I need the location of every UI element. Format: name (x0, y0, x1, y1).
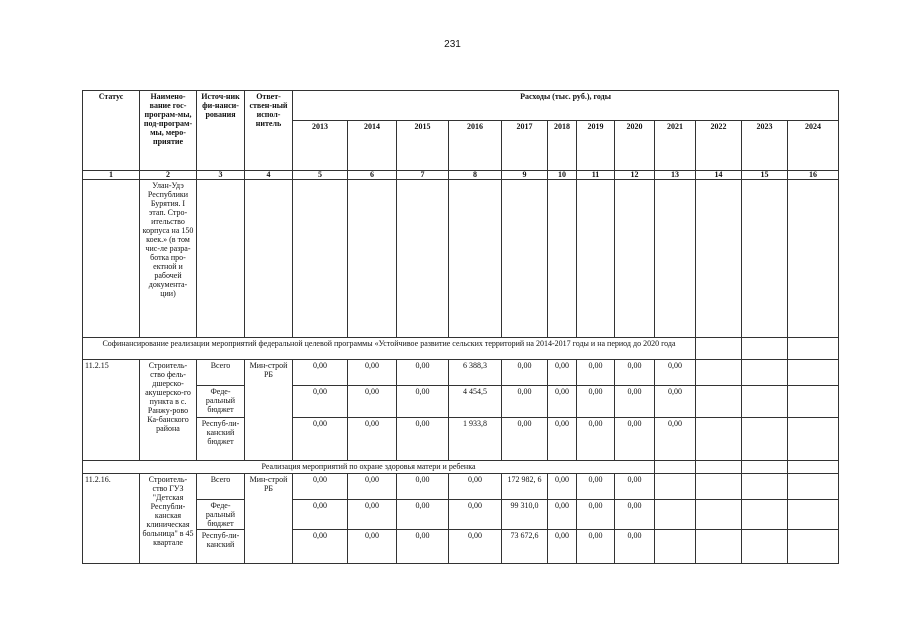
value-cell: 0,00 (548, 360, 577, 386)
header-year: 2019 (577, 121, 615, 171)
value-cell: 0,00 (615, 386, 655, 418)
executor-cell: Мин-строй РБ (245, 474, 293, 564)
column-number: 8 (449, 171, 502, 180)
value-cell: 0,00 (615, 500, 655, 530)
value-cell: 0,00 (655, 386, 696, 418)
value-cell: 0,00 (548, 418, 577, 461)
column-number: 13 (655, 171, 696, 180)
value-cell: 0,00 (348, 360, 397, 386)
value-cell: 0,00 (348, 418, 397, 461)
item-status: 11.2.15 (83, 360, 140, 461)
value-cell: 0,00 (397, 500, 449, 530)
header-year: 2013 (293, 121, 348, 171)
value-cell: 0,00 (449, 530, 502, 564)
value-cell: 0,00 (655, 360, 696, 386)
source-cell: Респуб-ли-канский бюджет (197, 418, 245, 461)
table-row (83, 386, 839, 418)
header-year: 2016 (449, 121, 502, 171)
value-cell: 0,00 (449, 500, 502, 530)
executor-cell: Мин-строй РБ (245, 360, 293, 461)
header-year: 2023 (742, 121, 788, 171)
value-cell: 4 454,5 (449, 386, 502, 418)
column-number: 4 (245, 171, 293, 180)
source-cell: Феде-ральный бюджет (197, 500, 245, 530)
table-row (83, 500, 839, 530)
value-cell: 0,00 (293, 530, 348, 564)
column-number: 14 (696, 171, 742, 180)
source-cell: Феде-ральный бюджет (197, 386, 245, 418)
item-name: Строитель-ство фель-дшерско-акушерско-го пункта в с. Ранжу-рово Ка-банского района (140, 360, 197, 461)
value-cell: 0,00 (348, 500, 397, 530)
value-cell: 0,00 (293, 360, 348, 386)
value-cell: 0,00 (397, 360, 449, 386)
value-cell: 0,00 (548, 500, 577, 530)
value-cell: 0,00 (293, 474, 348, 500)
value-cell: 1 933,8 (449, 418, 502, 461)
source-cell: Всего (197, 474, 245, 500)
header-name: Наимено-вание гос-програм-мы, под-програм-мы, меро-приятие (140, 91, 197, 171)
value-cell: 6 388,3 (449, 360, 502, 386)
table-row (83, 530, 839, 564)
column-number: 6 (348, 171, 397, 180)
value-cell: 0,00 (548, 530, 577, 564)
page-number: 231 (444, 39, 461, 50)
column-number: 10 (548, 171, 577, 180)
table-row (83, 418, 839, 461)
value-cell: 73 672,6 (502, 530, 548, 564)
section2-title: Реализация мероприятий по охране здоровья матери и ребенка (83, 461, 655, 474)
value-cell: 0,00 (615, 530, 655, 564)
value-cell: 0,00 (548, 386, 577, 418)
table-row (83, 360, 839, 386)
budget-table (82, 90, 839, 564)
item-status: 11.2.16. (83, 474, 140, 564)
value-cell: 0,00 (577, 530, 615, 564)
value-cell: 0,00 (655, 418, 696, 461)
value-cell: 0,00 (502, 360, 548, 386)
value-cell: 0,00 (502, 386, 548, 418)
value-cell: 0,00 (293, 418, 348, 461)
source-cell: Респуб-ли-канский (197, 530, 245, 564)
value-cell: 0,00 (502, 418, 548, 461)
value-cell: 99 310,0 (502, 500, 548, 530)
item-name: Строитель-ство ГУЗ "Детская Республи-канская клиническая больница" в 45 квартале (140, 474, 197, 564)
value-cell: 0,00 (397, 418, 449, 461)
value-cell: 0,00 (348, 530, 397, 564)
value-cell: 0,00 (293, 386, 348, 418)
section-row (83, 461, 839, 474)
value-cell: 0,00 (348, 474, 397, 500)
section1-title: Софинансирование реализации мероприятий федеральной целевой программы «Устойчивое развитие сельских территорий на 2014-2017 годы и на период до 2020 года (83, 338, 696, 360)
column-number: 11 (577, 171, 615, 180)
header-year: 2017 (502, 121, 548, 171)
value-cell: 0,00 (397, 530, 449, 564)
header-year: 2018 (548, 121, 577, 171)
header-expenses: Расходы (тыс. руб.), годы (293, 91, 839, 121)
header-source: Источ-ник фи-нанси-рования (197, 91, 245, 171)
header-year: 2022 (696, 121, 742, 171)
value-cell: 0,00 (577, 418, 615, 461)
value-cell: 0,00 (615, 474, 655, 500)
header-executor: Ответ-ствен-ный испол-нитель (245, 91, 293, 171)
value-cell: 0,00 (449, 474, 502, 500)
column-number: 5 (293, 171, 348, 180)
header-year: 2021 (655, 121, 696, 171)
source-cell: Всего (197, 360, 245, 386)
table-row (83, 180, 839, 338)
table-row (83, 474, 839, 500)
column-number: 16 (788, 171, 839, 180)
value-cell: 0,00 (293, 500, 348, 530)
column-number: 12 (615, 171, 655, 180)
section-row (83, 338, 839, 360)
value-cell: 0,00 (577, 474, 615, 500)
value-cell: 0,00 (348, 386, 397, 418)
column-number: 9 (502, 171, 548, 180)
column-number: 7 (397, 171, 449, 180)
value-cell: 0,00 (615, 360, 655, 386)
value-cell: 0,00 (548, 474, 577, 500)
header-year: 2014 (348, 121, 397, 171)
value-cell: 172 982, 6 (502, 474, 548, 500)
header-status: Статус (83, 91, 140, 171)
column-number: 15 (742, 171, 788, 180)
header-year: 2020 (615, 121, 655, 171)
header-year: 2015 (397, 121, 449, 171)
header-year: 2024 (788, 121, 839, 171)
value-cell: 0,00 (577, 386, 615, 418)
continued-name-cell: Улан-Удэ Республики Бурятия. I этап. Стро-ительство корпуса на 150 коек.» (в том чис-ле разра-ботка про-ектной и рабочей документа-ции) (140, 180, 197, 338)
column-number: 1 (83, 171, 140, 180)
value-cell: 0,00 (577, 360, 615, 386)
value-cell: 0,00 (577, 500, 615, 530)
value-cell: 0,00 (615, 418, 655, 461)
column-number: 2 (140, 171, 197, 180)
value-cell: 0,00 (397, 386, 449, 418)
column-number: 3 (197, 171, 245, 180)
value-cell: 0,00 (397, 474, 449, 500)
